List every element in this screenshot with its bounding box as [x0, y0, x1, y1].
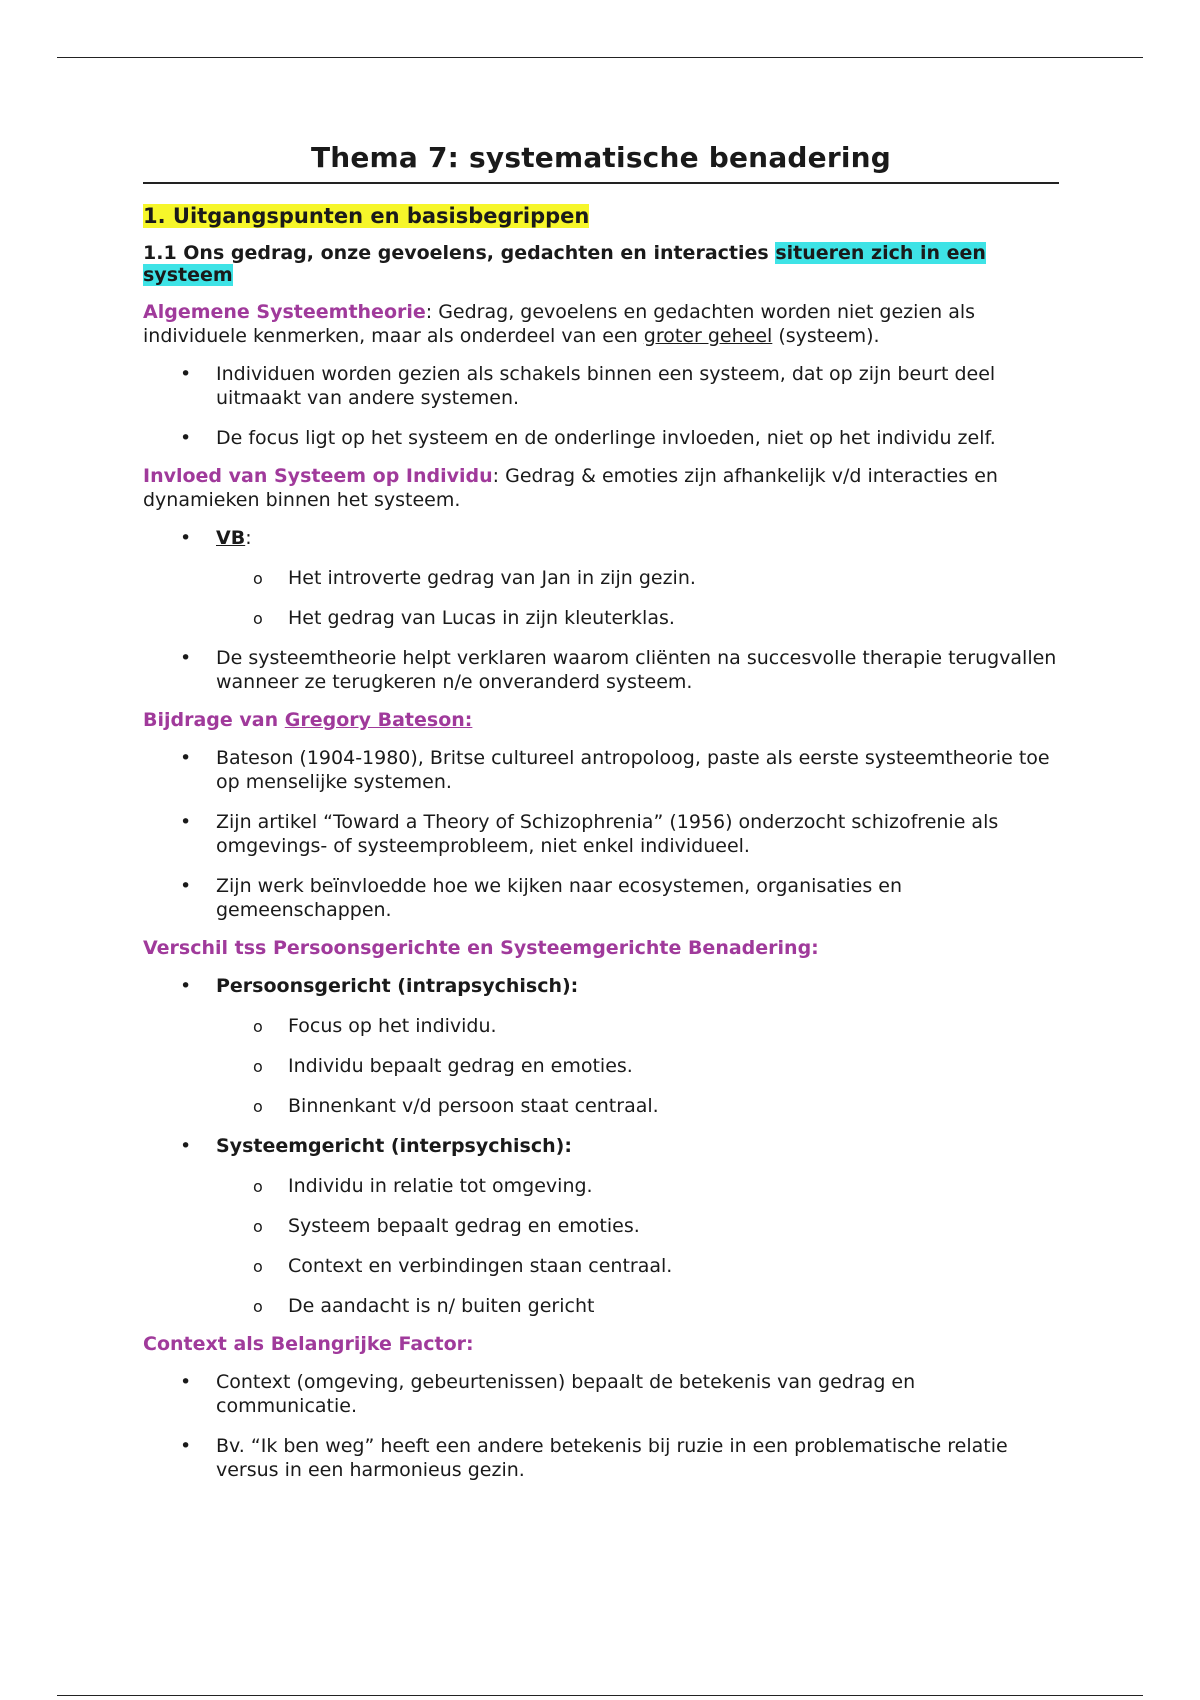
sub-bullet-icon: o [253, 1177, 263, 1196]
algemene-systeemtheorie-paragraph: Algemene Systeemtheorie: Gedrag, gevoelens en gedachten worden niet gezien als individuele kenmerken, maar als onderdeel van een groter geheel (systeem). [143, 301, 976, 347]
list-item: • Zijn werk beïnvloedde hoe we kijken naar ecosystemen, organisaties en gemeenschappen. [180, 875, 903, 921]
list-item: • Context (omgeving, gebeurtenissen) bepaalt de betekenis van gedrag en communicatie. [180, 1371, 916, 1417]
sub-bullet-icon: o [253, 569, 263, 588]
sub-list-item: o Systeem bepaalt gedrag en emoties. [253, 1215, 640, 1237]
sub-list-item: o Individu in relatie tot omgeving. [253, 1175, 593, 1197]
bullet-icon: • [180, 1435, 192, 1457]
list-item: • Individuen worden gezien als schakels binnen een systeem, dat op zijn beurt deel uitmaakt van andere systemen. [180, 363, 996, 409]
bullet-icon: • [180, 1371, 192, 1393]
subsection-heading-1-1: 1.1 Ons gedrag, onze gevoelens, gedachten en interacties situeren zich in een systeem [143, 242, 986, 286]
sub-list-item: o Binnenkant v/d persoon staat centraal. [253, 1095, 659, 1117]
bullet-icon: • [180, 975, 192, 997]
invloed-paragraph: Invloed van Systeem op Individu: Gedrag & emoties zijn afhankelijk v/d interacties en dynamieken binnen het systeem. [143, 465, 998, 511]
sub-bullet-icon: o [253, 1217, 263, 1236]
page-title: Thema 7: systematische benadering [143, 138, 1059, 184]
list-item: • De systeemtheorie helpt verklaren waarom cliënten na succesvolle therapie terugvallen wanneer ze terugkeren n/e onveranderd systeem. [180, 647, 1057, 693]
bijdrage-bullets [143, 746, 1059, 922]
context-bullets [143, 1370, 1059, 1482]
sub-bullet-icon: o [253, 609, 263, 628]
sub-list-item: o De aandacht is n/ buiten gericht [253, 1295, 595, 1317]
verschil-heading: Verschil tss Persoonsgerichte en Systeemgerichte Benadering: [143, 937, 819, 959]
section-heading-1: 1. Uitgangspunten en basisbegrippen [143, 204, 590, 228]
bullet-icon: • [180, 427, 192, 449]
bullet-icon: • [180, 875, 192, 897]
sub-bullet-icon: o [253, 1297, 263, 1316]
sub-list-item: o Het introverte gedrag van Jan in zijn gezin. [253, 567, 696, 589]
algemene-bullets [143, 362, 1059, 450]
top-rule [57, 57, 1143, 58]
sub-bullet-icon: o [253, 1097, 263, 1116]
context-heading: Context als Belangrijke Factor: [143, 1333, 474, 1355]
vb-sublist [143, 566, 1059, 630]
bottom-rule [57, 1695, 1143, 1696]
algemene-label: Algemene Systeemtheorie [143, 301, 426, 323]
bijdrage-heading: Bijdrage van Gregory Bateson: [143, 709, 473, 731]
sub-bullet-icon: o [253, 1257, 263, 1276]
list-item: • VB: o Het introverte gedrag van Jan in zijn gezin. o Het gedrag van Lucas in zijn kleuterklas. [143, 526, 1059, 630]
sub-list-item: o Context en verbindingen staan centraal. [253, 1255, 673, 1277]
list-item: • Persoonsgericht (intrapsychisch): o Focus op het individu. o Individu bepaalt gedrag en emoties. o Binnenkant v/d persoon staat centraal. [143, 974, 1059, 1118]
sub-bullet-icon: o [253, 1057, 263, 1076]
bullet-icon: • [180, 747, 192, 769]
list-item: • Bv. “Ik ben weg” heeft een andere betekenis bij ruzie in een problematische relatie versus in een harmonieus gezin. [180, 1435, 1008, 1481]
bullet-icon: • [180, 527, 192, 549]
bullet-icon: • [180, 363, 192, 385]
sub-list-item: o Individu bepaalt gedrag en emoties. [253, 1055, 633, 1077]
invloed-bullets [143, 526, 1059, 694]
invloed-label: Invloed van Systeem op Individu [143, 465, 493, 487]
list-item: • Zijn artikel “Toward a Theory of Schizophrenia” (1956) onderzocht schizofrenie als omgevings- of systeemprobleem, niet enkel individueel. [180, 811, 999, 857]
verschil-bullets [143, 974, 1059, 1318]
document-body [143, 138, 1059, 1482]
persoon-sublist [143, 1014, 1059, 1118]
bullet-icon: • [180, 811, 192, 833]
sub-bullet-icon: o [253, 1017, 263, 1036]
sub-list-item: o Focus op het individu. [253, 1015, 497, 1037]
list-item: • Systeemgericht (interpsychisch): o Individu in relatie tot omgeving. o Systeem bepaalt gedrag en emoties. o Context en verbindingen staan centraal. o De aandacht is n/ buiten gericht [143, 1134, 1059, 1318]
systeem-sublist [143, 1174, 1059, 1318]
bullet-icon: • [180, 1135, 192, 1157]
sub-list-item: o Het gedrag van Lucas in zijn kleuterklas. [253, 607, 675, 629]
bullet-icon: • [180, 647, 192, 669]
list-item: • Bateson (1904-1980), Britse cultureel antropoloog, paste als eerste systeemtheorie toe op menselijke systemen. [180, 747, 1050, 793]
list-item: • De focus ligt op het systeem en de onderlinge invloeden, niet op het individu zelf. [180, 427, 996, 449]
